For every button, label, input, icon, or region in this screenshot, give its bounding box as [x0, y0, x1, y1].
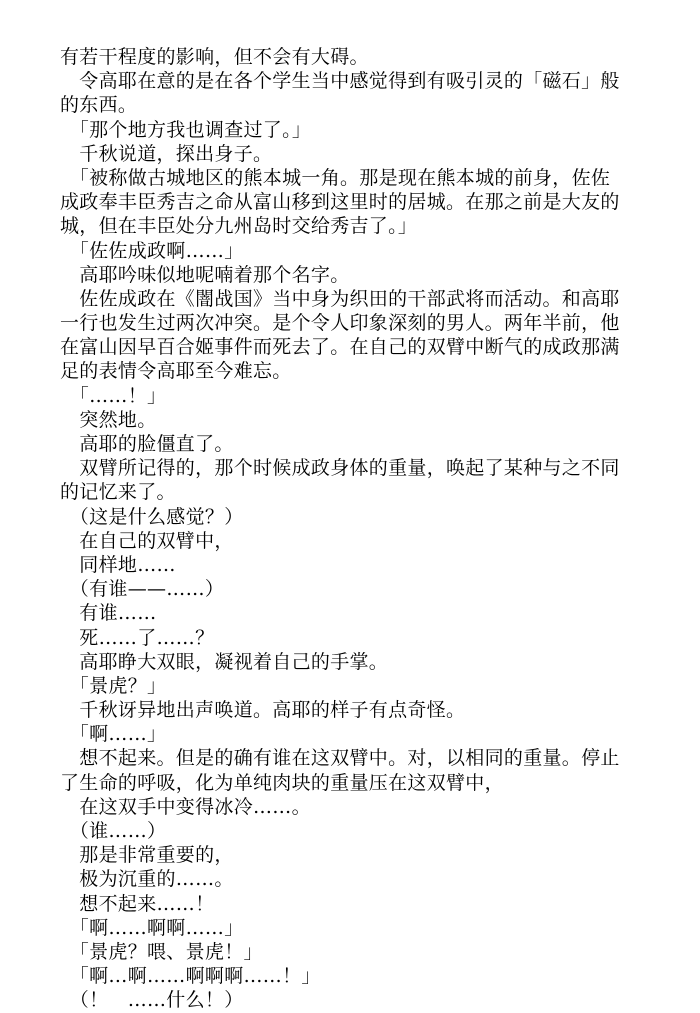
- text-line: 千秋讶异地出声唤道。高耶的样子有点奇怪。: [60, 699, 466, 722]
- text-line: 成政奉丰臣秀吉之命从富山移到这里时的居城。在那之前是大友的: [60, 191, 620, 214]
- text-line: 「那个地方我也调查过了。」: [60, 118, 312, 141]
- text-line: （有谁——……）: [60, 578, 225, 601]
- text-line: （这是什么感觉？）: [60, 505, 244, 528]
- text-line: 高耶睁大双眼，凝视着自己的手掌。: [60, 650, 389, 673]
- text-line: 「景虎？」: [60, 674, 167, 697]
- text-line: （！ ……什么！）: [60, 989, 244, 1012]
- text-line: 一行也发生过两次冲突。是个令人印象深刻的男人。两年半前，他: [60, 312, 620, 335]
- text-line: 高耶吟味似地呢喃着那个名字。: [60, 263, 350, 286]
- text-line: 同样地……: [60, 553, 176, 576]
- text-line: 足的表情令高耶至今难忘。: [60, 360, 292, 383]
- text-line: 「佐佐成政啊……」: [60, 239, 244, 262]
- text-line: 「啊……啊啊……」: [60, 916, 244, 939]
- text-line: 双臂所记得的，那个时候成政身体的重量，唤起了某种与之不同: [60, 457, 620, 480]
- text-line: 「景虎？喂、景虎！」: [60, 940, 263, 963]
- text-line: 突然地。: [60, 408, 157, 431]
- text-line: 了生命的呼吸，化为单纯肉块的重量压在这双臂中，: [60, 771, 504, 794]
- text-line: 在富山因早百合姬事件而死去了。在自己的双臂中断气的成政那满: [60, 336, 620, 359]
- text-line: 想不起来。但是的确有谁在这双臂中。对，以相同的重量。停止: [60, 747, 620, 770]
- text-line: 佐佐成政在《闇战国》当中身为织田的干部武将而活动。和高耶: [60, 287, 620, 310]
- text-line: 想不起来……！: [60, 892, 215, 915]
- text-line: 在自己的双臂中，: [60, 529, 234, 552]
- text-line: 千秋说道，探出身子。: [60, 142, 273, 165]
- text-line: 极为沉重的……。: [60, 868, 234, 891]
- text-line: 「……！」: [60, 384, 167, 407]
- text-line: 在这双手中变得冰冷……。: [60, 795, 311, 818]
- text-line: 有若干程度的影响，但不会有大碍。: [60, 46, 369, 68]
- text-line: 城，但在丰臣处分九州岛时交给秀吉了。」: [60, 215, 418, 238]
- text-line: 「啊……」: [60, 723, 167, 746]
- text-line: （谁……）: [60, 820, 167, 842]
- text-line: 「啊…啊……啊啊啊……！」: [60, 965, 321, 988]
- text-line: 那是非常重要的，: [60, 844, 234, 867]
- text-line: 有谁……: [60, 602, 157, 625]
- text-line: 死……了……？: [60, 626, 215, 649]
- text-line: 令高耶在意的是在各个学生当中感觉得到有吸引灵的「磁石」般: [60, 70, 620, 93]
- text-line: 「被称做古城地区的熊本城一角。那是现在熊本城的前身，佐佐: [60, 166, 611, 189]
- text-line: 的东西。: [60, 94, 138, 117]
- text-line: 的记忆来了。: [60, 481, 176, 504]
- text-line: 高耶的脸僵直了。: [60, 433, 234, 455]
